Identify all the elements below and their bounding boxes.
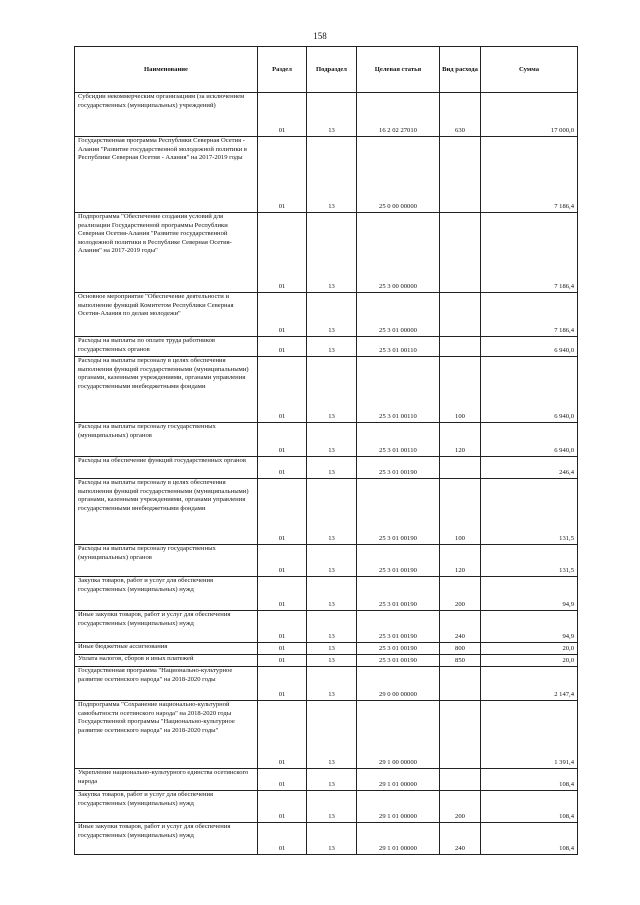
cell-sum: 108,4 <box>481 823 578 855</box>
table-row <box>75 423 578 457</box>
cell-sum: 7 186,4 <box>481 137 578 213</box>
cell-type <box>440 769 481 791</box>
header-name: Наименование <box>75 47 258 93</box>
cell-type <box>440 293 481 337</box>
cell-section: 01 <box>258 137 307 213</box>
cell-subsection: 13 <box>307 701 357 769</box>
cell-sum: 246,4 <box>481 457 578 479</box>
cell-sum: 6 940,0 <box>481 337 578 357</box>
table-row <box>75 213 578 293</box>
cell-name: Расходы на выплаты персоналу в целях обеспечения выполнения функций государственными (муниципальными) органами, казенными учреждениями, органами управления государственными внебюджетными фондами <box>75 479 258 545</box>
cell-section: 01 <box>258 823 307 855</box>
cell-subsection: 13 <box>307 479 357 545</box>
cell-sum: 94,9 <box>481 577 578 611</box>
cell-target: 25 3 01 00190 <box>357 655 440 667</box>
table-row <box>75 479 578 545</box>
header-type: Вид расхода <box>440 47 481 93</box>
cell-name: Расходы на выплаты по оплате труда работников государственных органов <box>75 337 258 357</box>
cell-sum: 2 147,4 <box>481 667 578 701</box>
table-row <box>75 643 578 655</box>
header-subsection: Подраздел <box>307 47 357 93</box>
cell-section: 01 <box>258 337 307 357</box>
cell-name: Иные закупки товаров, работ и услуг для обеспечения государственных (муниципальных) нужд <box>75 611 258 643</box>
table-row <box>75 667 578 701</box>
cell-subsection: 13 <box>307 577 357 611</box>
cell-target: 25 3 01 00110 <box>357 337 440 357</box>
cell-target: 25 3 01 00110 <box>357 423 440 457</box>
table-row <box>75 337 578 357</box>
cell-target: 25 3 01 00190 <box>357 457 440 479</box>
cell-subsection: 13 <box>307 769 357 791</box>
cell-type <box>440 337 481 357</box>
cell-sum: 7 186,4 <box>481 213 578 293</box>
cell-section: 01 <box>258 93 307 137</box>
cell-subsection: 13 <box>307 545 357 577</box>
cell-target: 29 0 00 00000 <box>357 667 440 701</box>
cell-type <box>440 701 481 769</box>
cell-type <box>440 213 481 293</box>
cell-type: 200 <box>440 577 481 611</box>
cell-sum: 6 940,0 <box>481 357 578 423</box>
cell-name: Подпрограмма "Сохранение национально-культурной самобытности осетинского народа" на 2018-2020 годы Государственной программы "Национально-культурное развитие осетинского народа" на 2018-2020 годы" <box>75 701 258 769</box>
cell-subsection: 13 <box>307 643 357 655</box>
cell-name: Субсидии некоммерческим организациям (за исключением государственных (муниципальных) учреждений) <box>75 93 258 137</box>
cell-type: 100 <box>440 479 481 545</box>
cell-subsection: 13 <box>307 791 357 823</box>
cell-section: 01 <box>258 791 307 823</box>
cell-type <box>440 137 481 213</box>
table-row <box>75 823 578 855</box>
table-header-row <box>75 47 578 93</box>
cell-subsection: 13 <box>307 667 357 701</box>
cell-target: 25 3 01 00190 <box>357 577 440 611</box>
table-row <box>75 577 578 611</box>
table-row <box>75 655 578 667</box>
table-row <box>75 701 578 769</box>
page-number: 158 <box>313 31 327 41</box>
cell-sum: 108,4 <box>481 769 578 791</box>
cell-name: Закупка товаров, работ и услуг для обеспечения государственных (муниципальных) нужд <box>75 577 258 611</box>
cell-sum: 20,0 <box>481 643 578 655</box>
cell-section: 01 <box>258 643 307 655</box>
cell-type <box>440 457 481 479</box>
table-row <box>75 791 578 823</box>
cell-subsection: 13 <box>307 457 357 479</box>
cell-section: 01 <box>258 545 307 577</box>
cell-section: 01 <box>258 213 307 293</box>
cell-target: 29 1 01 00000 <box>357 791 440 823</box>
cell-sum: 20,0 <box>481 655 578 667</box>
cell-sum: 108,4 <box>481 791 578 823</box>
cell-section: 01 <box>258 357 307 423</box>
cell-target: 25 3 01 00190 <box>357 611 440 643</box>
cell-section: 01 <box>258 423 307 457</box>
cell-name: Иные закупки товаров, работ и услуг для обеспечения государственных (муниципальных) нужд <box>75 823 258 855</box>
cell-target: 25 3 01 00110 <box>357 357 440 423</box>
cell-type: 630 <box>440 93 481 137</box>
cell-subsection: 13 <box>307 611 357 643</box>
cell-target: 25 3 00 00000 <box>357 213 440 293</box>
table-row <box>75 357 578 423</box>
cell-target: 25 3 01 00190 <box>357 545 440 577</box>
cell-section: 01 <box>258 611 307 643</box>
cell-name: Закупка товаров, работ и услуг для обеспечения государственных (муниципальных) нужд <box>75 791 258 823</box>
cell-type: 120 <box>440 423 481 457</box>
cell-section: 01 <box>258 479 307 545</box>
cell-target: 25 3 01 00000 <box>357 293 440 337</box>
cell-name: Основное мероприятие "Обеспечение деятельности и выполнение функций Комитетом Республики Северная Осетия-Алания по делам молодежи" <box>75 293 258 337</box>
table-body <box>75 93 578 855</box>
cell-subsection: 13 <box>307 137 357 213</box>
cell-type: 200 <box>440 791 481 823</box>
cell-subsection: 13 <box>307 337 357 357</box>
cell-name: Расходы на выплаты персоналу в целях обеспечения выполнения функций государственными (муниципальными) органами, казенными учреждениями, органами управления государственными внебюджетными фондами <box>75 357 258 423</box>
cell-target: 29 1 00 00000 <box>357 701 440 769</box>
cell-sum: 17 000,0 <box>481 93 578 137</box>
cell-target: 25 3 01 00190 <box>357 479 440 545</box>
cell-subsection: 13 <box>307 93 357 137</box>
cell-sum: 94,9 <box>481 611 578 643</box>
cell-subsection: 13 <box>307 423 357 457</box>
cell-subsection: 13 <box>307 823 357 855</box>
cell-target: 29 1 01 00000 <box>357 769 440 791</box>
cell-sum: 7 186,4 <box>481 293 578 337</box>
cell-section: 01 <box>258 667 307 701</box>
table-row <box>75 457 578 479</box>
cell-section: 01 <box>258 655 307 667</box>
cell-name: Государственная программа Республики Северная Осетия - Алания "Развитие государственной молодежной политики в Республике Северная Осетия - Алания" на 2017-2019 годы <box>75 137 258 213</box>
cell-name: Расходы на выплаты персоналу государственных (муниципальных) органов <box>75 423 258 457</box>
cell-subsection: 13 <box>307 213 357 293</box>
cell-name: Укрепление национально-культурного единства осетинского народа <box>75 769 258 791</box>
cell-sum: 131,5 <box>481 479 578 545</box>
cell-sum: 1 391,4 <box>481 701 578 769</box>
cell-subsection: 13 <box>307 293 357 337</box>
table-row <box>75 293 578 337</box>
cell-section: 01 <box>258 701 307 769</box>
cell-target: 25 0 00 00000 <box>357 137 440 213</box>
cell-target: 25 3 01 00190 <box>357 643 440 655</box>
header-sum: Сумма <box>481 47 578 93</box>
cell-target: 16 2 02 27010 <box>357 93 440 137</box>
cell-subsection: 13 <box>307 357 357 423</box>
table-row <box>75 611 578 643</box>
cell-type: 100 <box>440 357 481 423</box>
cell-section: 01 <box>258 457 307 479</box>
cell-section: 01 <box>258 577 307 611</box>
cell-name: Расходы на обеспечение функций государственных органов <box>75 457 258 479</box>
header-target: Целевая статья <box>357 47 440 93</box>
table-row <box>75 93 578 137</box>
cell-type <box>440 667 481 701</box>
cell-type: 850 <box>440 655 481 667</box>
table-row <box>75 137 578 213</box>
cell-subsection: 13 <box>307 655 357 667</box>
cell-name: Подпрограмма "Обеспечение создания условий для реализации Государственной программы Республики Северная Осетия-Алания "Развитие государственной молодежной политики в Республике Северная Осетия-Алания" на 2017-2019 годы" <box>75 213 258 293</box>
cell-type: 800 <box>440 643 481 655</box>
table-row <box>75 545 578 577</box>
cell-type: 240 <box>440 611 481 643</box>
cell-sum: 131,5 <box>481 545 578 577</box>
table-row <box>75 769 578 791</box>
cell-type: 240 <box>440 823 481 855</box>
header-section: Раздел <box>258 47 307 93</box>
cell-target: 29 1 01 00000 <box>357 823 440 855</box>
cell-name: Государственная программа "Национально-культурное развитие осетинского народа" на 2018-2020 годы <box>75 667 258 701</box>
cell-section: 01 <box>258 769 307 791</box>
budget-table <box>74 46 578 855</box>
cell-sum: 6 940,0 <box>481 423 578 457</box>
cell-name: Расходы на выплаты персоналу государственных (муниципальных) органов <box>75 545 258 577</box>
cell-name: Иные бюджетные ассигнования <box>75 643 258 655</box>
cell-name: Уплата налогов, сборов и иных платежей <box>75 655 258 667</box>
cell-section: 01 <box>258 293 307 337</box>
cell-type: 120 <box>440 545 481 577</box>
